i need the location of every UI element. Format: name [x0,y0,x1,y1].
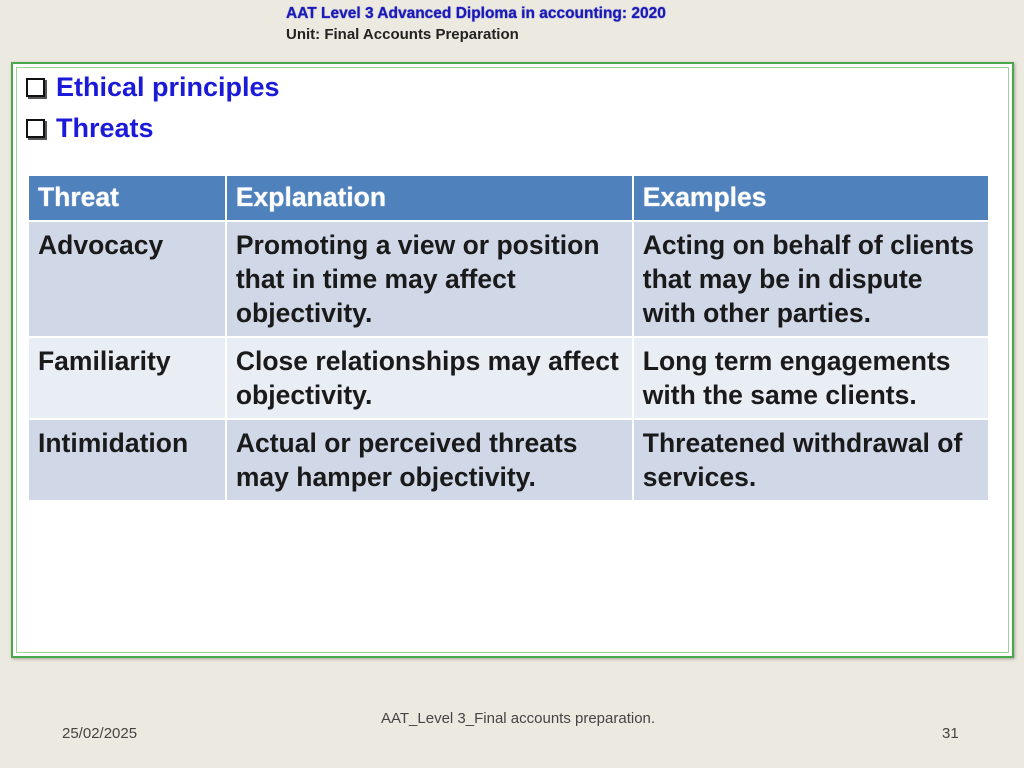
cell-threat: Familiarity [28,337,226,419]
bullet-label: Ethical principles [56,72,280,102]
cell-examples: Threatened withdrawal of services. [633,419,989,501]
cell-threat: Intimidation [28,419,226,501]
cell-explanation: Close relationships may affect objectivity. [226,337,633,419]
threats-table [27,174,990,502]
header-subtitle: Unit: Final Accounts Preparation [286,26,519,43]
table-header-row [28,175,989,221]
footer-date: 25/02/2025 [62,725,138,742]
page-number: 31 [942,725,959,742]
bullet-ethical-principles [26,72,280,103]
cell-explanation: Actual or perceived threats may hamper objectivity. [226,419,633,501]
cell-examples: Long term engagements with the same clients. [633,337,989,419]
bullet-label: Threats [56,113,154,143]
table-row [28,337,989,419]
bullet-threats [26,113,154,144]
cell-threat: Advocacy [28,221,226,337]
table-row [28,221,989,337]
table-row [28,419,989,501]
header-title: AAT Level 3 Advanced Diploma in accounting: 2020 [286,5,666,22]
footer-course-name: AAT_Level 3_Final accounts preparation. [381,710,656,727]
cell-explanation: Promoting a view or position that in time may affect objectivity. [226,221,633,337]
checkbox-bullet-icon [26,119,45,138]
cell-examples: Acting on behalf of clients that may be in dispute with other parties. [633,221,989,337]
column-header-threat: Threat [28,175,226,221]
column-header-explanation: Explanation [226,175,633,221]
checkbox-bullet-icon [26,78,45,97]
column-header-examples: Examples [633,175,989,221]
